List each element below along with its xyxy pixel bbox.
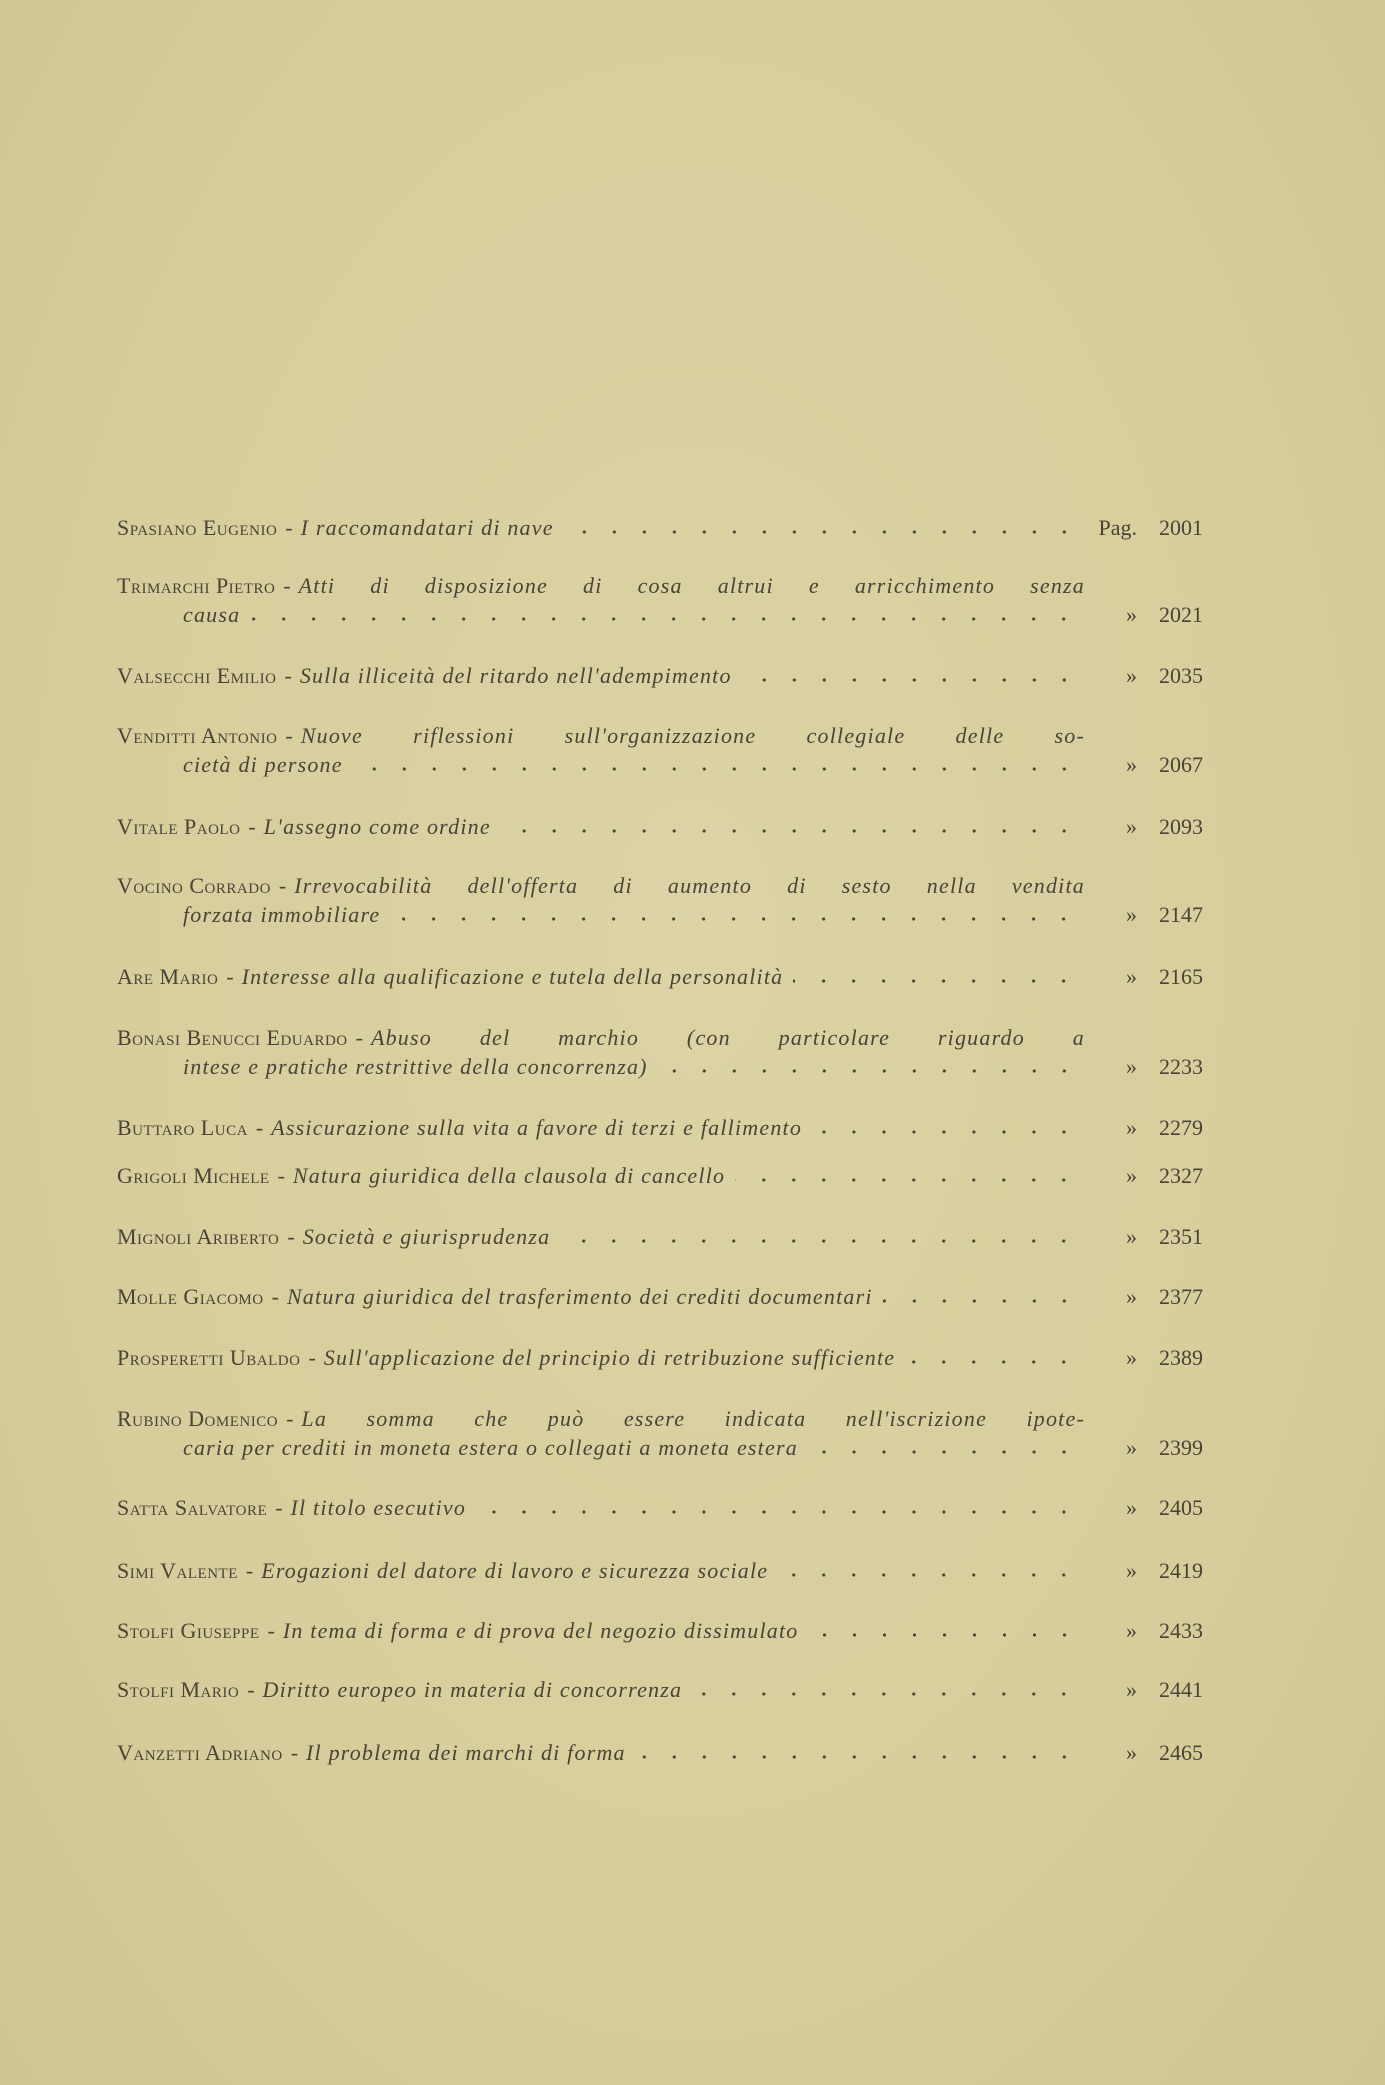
entry-author: Bonasi Benucci Eduardo — [117, 1025, 348, 1050]
page-marker: » — [1126, 1677, 1137, 1702]
toc-entry — [117, 964, 1203, 994]
entry-title: In tema di forma e di prova del negozio dissimulato — [282, 1618, 799, 1643]
page-number: 2001 — [1159, 515, 1203, 540]
entry-title: Interesse alla qualificazione e tutela della personalità — [241, 964, 784, 989]
toc-entry — [117, 1115, 1203, 1145]
page-marker: » — [1126, 602, 1137, 627]
entry-title: Il problema dei marchi di forma — [306, 1740, 626, 1765]
toc-entry — [117, 1740, 1203, 1770]
entry-separator: - — [287, 1224, 295, 1249]
toc-entry — [117, 1163, 1203, 1193]
entry-separator: - — [286, 1406, 294, 1431]
page-number: 2067 — [1159, 752, 1203, 777]
dot-leader — [812, 1121, 1079, 1135]
page-marker: » — [1126, 1224, 1137, 1249]
entry-separator: - — [267, 1618, 275, 1643]
entry-separator: - — [284, 663, 292, 688]
toc-entry — [117, 663, 1203, 693]
entry-title-line: caria per crediti in moneta estera o collegati a moneta estera — [183, 1435, 798, 1460]
entry-title: Diritto europeo in materia di concorrenza — [262, 1677, 683, 1702]
toc-entry — [117, 515, 1203, 545]
toc-entry — [117, 1345, 1203, 1375]
entry-author: Trimarchi Pietro — [117, 573, 276, 598]
entry-separator: - — [285, 723, 293, 748]
page-number: 2279 — [1159, 1115, 1203, 1140]
entry-author: Molle Giacomo — [117, 1284, 264, 1309]
entry-title-line: cietà di persone — [183, 752, 343, 777]
page-marker: » — [1126, 1618, 1137, 1643]
page-number: 2465 — [1159, 1740, 1203, 1765]
entry-separator: - — [248, 814, 256, 839]
entry-title: Erogazioni del datore di lavoro e sicurezza sociale — [261, 1558, 769, 1583]
page-marker: » — [1126, 752, 1137, 777]
page-number: 2389 — [1159, 1345, 1203, 1370]
dot-leader — [905, 1351, 1079, 1365]
entry-separator: - — [245, 1558, 254, 1583]
entry-separator: - — [278, 873, 287, 898]
entry-separator: - — [271, 1284, 279, 1309]
entry-author: Valsecchi Emilio — [117, 663, 277, 688]
page-number: 2441 — [1159, 1677, 1203, 1702]
page-number: 2399 — [1159, 1435, 1203, 1460]
page-marker: » — [1126, 1558, 1137, 1583]
entry-author: Spasiano Eugenio — [117, 515, 278, 540]
toc-entry — [117, 814, 1203, 844]
page-marker: » — [1126, 1284, 1137, 1309]
entry-title: Sull'applicazione del principio di retribuzione sufficiente — [323, 1345, 896, 1370]
entry-title: Sulla illiceità del ritardo nell'adempimento — [299, 663, 732, 688]
entry-separator: - — [226, 964, 234, 989]
entry-title: Assicurazione sulla vita a favore di terzi e fallimento — [271, 1115, 803, 1140]
dot-leader — [742, 669, 1079, 683]
entry-title-line: forzata immobiliare — [183, 902, 381, 927]
entry-separator: - — [275, 1495, 283, 1520]
toc-entry-continuation — [183, 752, 1203, 782]
entry-author: Stolfi Giuseppe — [117, 1618, 260, 1643]
page-marker: » — [1126, 902, 1137, 927]
entry-author: Vocino Corrado — [117, 873, 271, 898]
page-number: 2093 — [1159, 814, 1203, 839]
page-number: 2377 — [1159, 1284, 1203, 1309]
dot-leader — [658, 1060, 1079, 1074]
dot-leader — [501, 820, 1079, 834]
entry-title: Il titolo esecutivo — [290, 1495, 467, 1520]
dot-leader — [809, 1624, 1080, 1638]
toc-entry — [117, 573, 1203, 603]
dot-leader — [735, 1169, 1079, 1183]
page-number: 2419 — [1159, 1558, 1203, 1583]
toc-entry-continuation — [183, 902, 1203, 932]
entry-separator: - — [285, 515, 293, 540]
entry-author: Simi Valente — [117, 1558, 238, 1583]
page-marker: » — [1126, 964, 1137, 989]
dot-leader — [476, 1501, 1079, 1515]
entry-author: Vitale Paolo — [117, 814, 241, 839]
page-number: 2405 — [1159, 1495, 1203, 1520]
toc-entry-continuation — [183, 1435, 1203, 1465]
toc-entry — [117, 1025, 1203, 1055]
entry-separator: - — [283, 573, 291, 598]
entry-author: Satta Salvatore — [117, 1495, 268, 1520]
toc-entry — [117, 1618, 1203, 1648]
entry-author: Mignoli Ariberto — [117, 1224, 280, 1249]
toc-entry — [117, 1284, 1203, 1314]
entry-author: Rubino Domenico — [117, 1406, 279, 1431]
dot-leader — [564, 521, 1079, 535]
entry-title: Natura giuridica del trasferimento dei crediti documentari — [286, 1284, 873, 1309]
dot-leader — [250, 608, 1079, 622]
dot-leader — [793, 970, 1079, 984]
entry-title-line: Atti di disposizione di cosa altrui e arricchimento senza — [298, 573, 1085, 598]
entry-author: Prosperetti Ubaldo — [117, 1345, 301, 1370]
entry-title-line: Irrevocabilità dell'offerta di aumento di sesto nella vendita — [294, 873, 1085, 898]
entry-title: L'assegno come ordine — [263, 814, 491, 839]
entry-separator: - — [308, 1345, 316, 1370]
page-number: 2021 — [1159, 602, 1203, 627]
toc-entry — [117, 873, 1203, 903]
page-number: 2433 — [1159, 1618, 1203, 1643]
entry-title: Società e giurisprudenza — [302, 1224, 551, 1249]
toc-entry — [117, 1406, 1203, 1436]
page-marker: » — [1126, 1495, 1137, 1520]
page-marker: » — [1126, 1740, 1137, 1765]
page-number: 2147 — [1159, 902, 1203, 927]
page-number: 2351 — [1159, 1224, 1203, 1249]
dot-leader — [778, 1564, 1079, 1578]
page-number: 2035 — [1159, 663, 1203, 688]
entry-separator: - — [255, 1115, 264, 1140]
entry-title-line: La somma che può essere indicata nell'iscrizione ipote- — [301, 1406, 1085, 1431]
page-marker: » — [1126, 1435, 1137, 1460]
entry-author: Venditti Antonio — [117, 723, 278, 748]
entry-title-line: Abuso del marchio (con particolare riguardo a — [370, 1025, 1085, 1050]
page-marker: » — [1126, 663, 1137, 688]
entry-title: Natura giuridica della clausola di cancello — [292, 1163, 726, 1188]
page-marker: Pag. — [1098, 515, 1137, 540]
toc-entry-continuation — [183, 602, 1203, 632]
page-marker: » — [1126, 814, 1137, 839]
dot-leader — [560, 1230, 1079, 1244]
page-marker: » — [1126, 1054, 1137, 1079]
dot-leader — [692, 1683, 1079, 1697]
entry-title-line: causa — [183, 602, 241, 627]
dot-leader — [353, 758, 1079, 772]
entry-author: Grigoli Michele — [117, 1163, 270, 1188]
page-number: 2233 — [1159, 1054, 1203, 1079]
toc-entry-continuation — [183, 1054, 1203, 1084]
dot-leader — [636, 1746, 1079, 1760]
entry-author: Stolfi Mario — [117, 1677, 240, 1702]
entry-separator: - — [290, 1740, 299, 1765]
page-number: 2165 — [1159, 964, 1203, 989]
entry-separator: - — [355, 1025, 363, 1050]
toc-entry — [117, 1677, 1203, 1707]
entry-title: I raccomandatari di nave — [300, 515, 554, 540]
entry-separator: - — [247, 1677, 255, 1702]
dot-leader — [883, 1290, 1079, 1304]
entry-title-line: intese e pratiche restrittive della concorrenza) — [183, 1054, 648, 1079]
entry-author: Vanzetti Adriano — [117, 1740, 283, 1765]
entry-author: Are Mario — [117, 964, 219, 989]
entry-author: Buttaro Luca — [117, 1115, 248, 1140]
toc-entry — [117, 723, 1203, 753]
dot-leader — [808, 1441, 1079, 1455]
page-marker: » — [1126, 1115, 1137, 1140]
toc-entry — [117, 1495, 1203, 1525]
toc-entry — [117, 1558, 1203, 1588]
toc-entry — [117, 1224, 1203, 1254]
page-number: 2327 — [1159, 1163, 1203, 1188]
dot-leader — [390, 908, 1079, 922]
page-marker: » — [1126, 1345, 1137, 1370]
entry-separator: - — [277, 1163, 285, 1188]
entry-title-line: Nuove riflessioni sull'organizzazione collegiale delle so- — [300, 723, 1085, 748]
page-marker: » — [1126, 1163, 1137, 1188]
